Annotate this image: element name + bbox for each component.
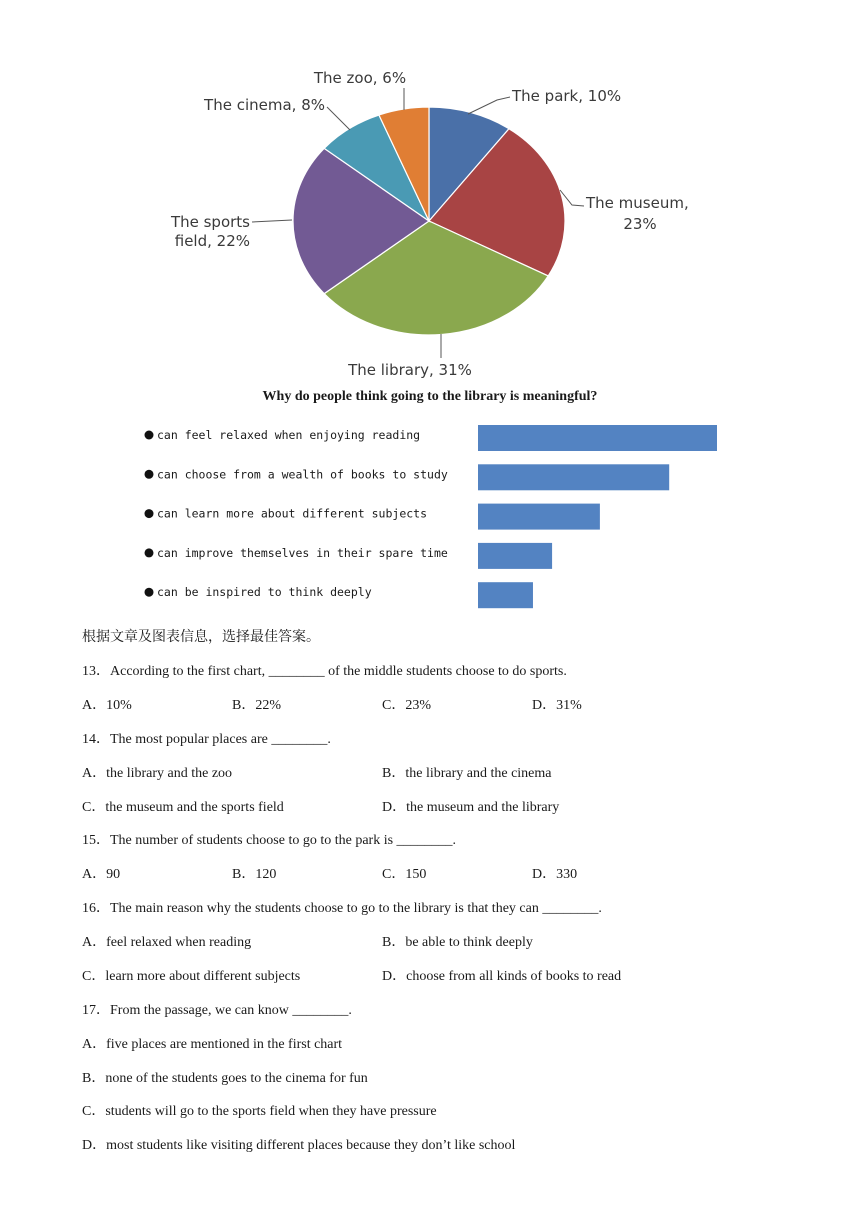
bar-category-label: can choose from a wealth of books to study — [157, 467, 448, 482]
bullet-icon — [145, 548, 154, 557]
question-13-stem: 13．According to the first chart, ________ of the middle students choose to do sports. — [82, 664, 567, 679]
question-14-option-d[interactable]: D．the museum and the library — [382, 800, 560, 815]
pie-label: field, 22% — [174, 232, 250, 250]
question-15-option-b[interactable]: B．120 — [232, 867, 277, 882]
pie-label: 23% — [623, 215, 657, 233]
pie-label: The museum, — [586, 194, 689, 212]
bar-category-label: can learn more about different subjects — [157, 506, 428, 521]
question-17-option-a[interactable]: A．five places are mentioned in the first chart — [82, 1037, 343, 1052]
bar — [478, 464, 669, 490]
instruction: 根据文章及图表信息，选择最佳答案。 — [82, 630, 320, 645]
pie-label: The cinema, 8% — [204, 96, 325, 114]
question-13-option-a[interactable]: A．10% — [82, 698, 132, 713]
bar — [478, 504, 600, 530]
bar — [478, 582, 533, 608]
bar-category-label: can be inspired to think deeply — [157, 585, 372, 600]
question-17-option-d[interactable]: D．most students like visiting different places because they don’t like school — [82, 1138, 516, 1153]
bullet-icon — [145, 431, 154, 440]
question-15-option-c[interactable]: C．150 — [382, 867, 427, 882]
question-13-option-c[interactable]: C．23% — [382, 698, 431, 713]
question-16-option-b[interactable]: B．be able to think deeply — [382, 935, 533, 950]
question-16-option-c[interactable]: C．learn more about different subjects — [82, 969, 301, 984]
bar — [478, 425, 717, 451]
bar — [478, 543, 552, 569]
question-13-option-d[interactable]: D．31% — [532, 698, 582, 713]
pie-label: The park, 10% — [512, 87, 622, 105]
question-15-option-d[interactable]: D．330 — [532, 867, 578, 882]
question-16-option-a[interactable]: A．feel relaxed when reading — [82, 935, 252, 950]
question-16-stem: 16．The main reason why the students choose to go to the library is that they can ________. — [82, 901, 602, 916]
question-17-option-c[interactable]: C．students will go to the sports field when they have pressure — [82, 1104, 437, 1119]
bullet-icon — [145, 588, 154, 597]
bar-category-label: can feel relaxed when enjoying reading — [157, 428, 421, 442]
question-14-option-b[interactable]: B．the library and the cinema — [382, 766, 552, 781]
pie-label: The library, 31% — [348, 361, 472, 379]
question-15-stem: 15．The number of students choose to go to the park is ________. — [82, 833, 457, 848]
question-15-option-a[interactable]: A．90 — [82, 867, 121, 882]
question-17-stem: 17．From the passage, we can know ________. — [82, 1003, 352, 1018]
question-16-option-d[interactable]: D．choose from all kinds of books to read — [382, 969, 622, 984]
bar-chart-title: Why do people think going to the library is meaningful? — [262, 389, 598, 404]
pie-label: The zoo, 6% — [313, 69, 407, 87]
bar-category-label: can improve themselves in their spare time — [157, 545, 448, 560]
question-14-option-c[interactable]: C．the museum and the sports field — [82, 800, 284, 815]
bullet-icon — [145, 509, 154, 518]
bullet-icon — [145, 470, 154, 479]
question-17-option-b[interactable]: B．none of the students goes to the cinema for fun — [82, 1071, 368, 1086]
pie-label: The sports — [170, 213, 250, 231]
question-14-stem: 14．The most popular places are ________. — [82, 732, 331, 747]
question-13-option-b[interactable]: B．22% — [232, 698, 281, 713]
question-14-option-a[interactable]: A．the library and the zoo — [82, 766, 233, 781]
